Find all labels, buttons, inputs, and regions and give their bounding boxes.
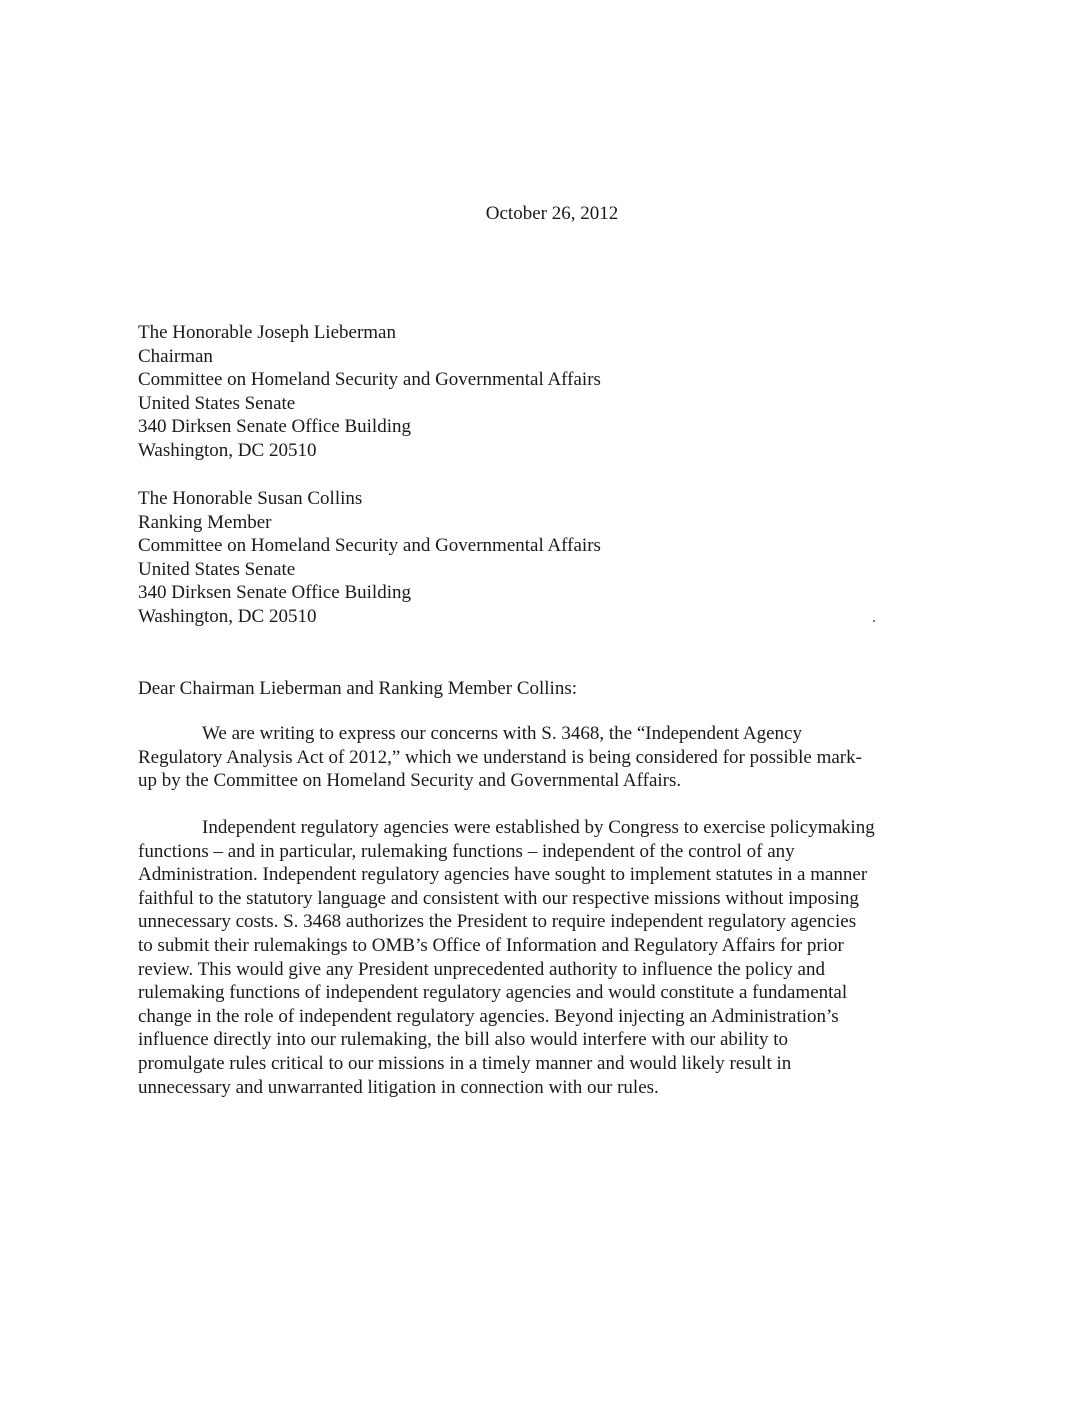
address-line: Washington, DC 20510 bbox=[138, 605, 317, 627]
paragraph-line: We are writing to express our concerns with S. 3468, the “Independent Agency bbox=[202, 723, 802, 744]
address-line: Committee on Homeland Security and Governmental Affairs bbox=[138, 369, 601, 391]
address-line: Ranking Member bbox=[138, 511, 272, 533]
paragraph-line: functions – and in particular, rulemaking functions – independent of the control of any bbox=[138, 840, 795, 862]
paragraph-line: Administration. Independent regulatory agencies have sought to implement statutes in a manner bbox=[138, 864, 868, 886]
paragraph-line: faithful to the statutory language and consistent with our respective missions without imposing bbox=[138, 887, 859, 909]
scan-speck bbox=[873, 620, 875, 622]
paragraph-line: Independent regulatory agencies were established by Congress to exercise policymaking bbox=[202, 817, 875, 838]
paragraph-line: unnecessary and unwarranted litigation in connection with our rules. bbox=[138, 1076, 659, 1098]
paragraph-line: influence directly into our rulemaking, the bill also would interfere with our ability to bbox=[138, 1029, 789, 1051]
address-line: Washington, DC 20510 bbox=[138, 439, 317, 461]
body-paragraph-1 bbox=[138, 722, 938, 793]
letter-date: October 26, 2012 bbox=[485, 203, 619, 224]
paragraph-line: review. This would give any President unprecedented authority to influence the policy and bbox=[138, 958, 825, 980]
paragraph-line: to submit their rulemakings to OMB’s Office of Information and Regulatory Affairs for prior bbox=[138, 934, 844, 956]
address-line: The Honorable Susan Collins bbox=[138, 488, 363, 509]
address-line: Chairman bbox=[138, 345, 213, 367]
address-line: United States Senate bbox=[138, 558, 296, 580]
recipient-address-lieberman bbox=[138, 321, 601, 463]
recipient-address-collins bbox=[138, 487, 601, 629]
paragraph-line: rulemaking functions of independent regulatory agencies and would constitute a fundamental bbox=[138, 982, 848, 1004]
address-line: 340 Dirksen Senate Office Building bbox=[138, 582, 411, 604]
salutation: Dear Chairman Lieberman and Ranking Member Collins: bbox=[138, 678, 577, 699]
paragraph-line: up by the Committee on Homeland Security and Governmental Affairs. bbox=[138, 770, 682, 792]
paragraph-line: unnecessary costs. S. 3468 authorizes the President to require independent regulatory agencies bbox=[138, 911, 857, 933]
address-line: Committee on Homeland Security and Governmental Affairs bbox=[138, 535, 601, 557]
address-line: United States Senate bbox=[138, 392, 296, 414]
paragraph-line: Regulatory Analysis Act of 2012,” which we understand is being considered for possible mark- bbox=[138, 746, 862, 768]
paragraph-line: promulgate rules critical to our missions in a timely manner and would likely result in bbox=[138, 1052, 792, 1074]
body-paragraph-2 bbox=[138, 816, 938, 1099]
address-line: The Honorable Joseph Lieberman bbox=[138, 322, 396, 343]
address-line: 340 Dirksen Senate Office Building bbox=[138, 416, 411, 438]
paragraph-line: change in the role of independent regulatory agencies. Beyond injecting an Administration’s bbox=[138, 1005, 839, 1027]
